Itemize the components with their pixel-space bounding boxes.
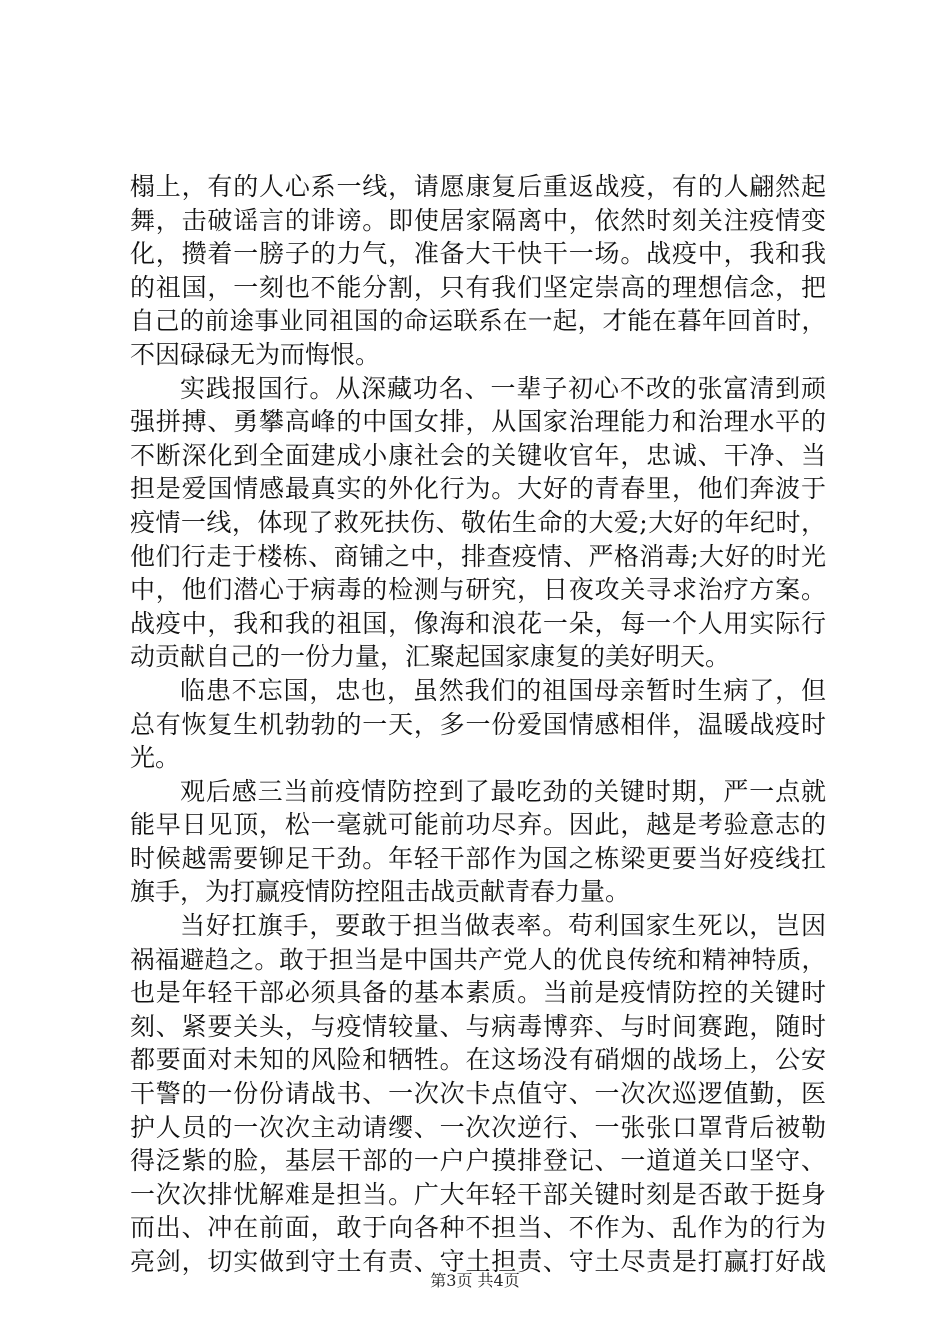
text-line: 护人员的一次次主动请缨、一次次逆行、一张张口罩背后被勒 [130, 1112, 826, 1142]
text-line: 化，攒着一膀子的力气，准备大干快干一场。战疫中，我和我 [130, 239, 826, 269]
text-line: 都要面对未知的风险和牺牲。在这场没有硝烟的战场上，公安 [130, 1045, 826, 1075]
text-line: 舞，击破谣言的诽谤。即使居家隔离中，依然时刻关注疫情变 [130, 205, 826, 235]
text-line: 强拼搏、勇攀高峰的中国女排，从国家治理能力和治理水平的 [130, 407, 826, 437]
text-line: 时候越需要铆足干劲。年轻干部作为国之栋梁更要当好疫线扛 [130, 843, 826, 873]
text-line: 不断深化到全面建成小康社会的关键收官年，忠诚、干净、当 [130, 440, 826, 470]
text-line: 临患不忘国，忠也，虽然我们的祖国母亲暂时生病了，但 [180, 675, 826, 705]
text-line: 自己的前途事业同祖国的命运联系在一起，才能在暮年回首时， [130, 306, 826, 336]
text-line: 不因碌碌无为而悔恨。 [130, 339, 381, 369]
text-line: 中，他们潜心于病毒的检测与研究，日夜攻关寻求治疗方案。 [130, 575, 826, 605]
text-line: 刻、紧要关头，与疫情较量、与病毒博弈、与时间赛跑，随时 [130, 1011, 826, 1041]
text-line: 干警的一份份请战书、一次次卡点值守、一次次巡逻值勤，医 [130, 1079, 826, 1109]
text-line: 实践报国行。从深藏功名、一辈子初心不改的张富清到顽 [180, 373, 826, 403]
text-line: 旗手，为打赢疫情防控阻击战贡献青春力量。 [130, 877, 631, 907]
text-line: 亮剑，切实做到守土有责、守土担责、守土尽责是打赢打好战 [130, 1247, 826, 1276]
text-line: 能早日见顶，松一毫就可能前功尽弃。因此，越是考验意志的 [130, 810, 826, 840]
text-line: 观后感三当前疫情防控到了最吃劲的关键时期，严一点就 [180, 776, 826, 806]
text-line: 当好扛旗手，要敢于担当做表率。苟利国家生死以，岂因 [180, 911, 826, 941]
text-line: 疫情一线，体现了救死扶伤、敬佑生命的大爱;大好的年纪时， [130, 507, 826, 537]
text-line: 光。 [130, 743, 181, 773]
document-body [130, 170, 826, 1279]
text-line: 的祖国，一刻也不能分割，只有我们坚定崇高的理想信念，把 [130, 272, 826, 302]
text-line: 榻上，有的人心系一线，请愿康复后重返战疫，有的人翩然起 [130, 172, 826, 201]
text-line: 总有恢复生机勃勃的一天，多一份爱国情感相伴，温暖战疫时 [130, 709, 826, 739]
text-line: 祸福避趋之。敢于担当是中国共产党人的优良传统和精神特质， [130, 944, 826, 974]
page-number-footer: 第3页 共4页 [430, 1271, 520, 1290]
text-line: 一次次排忧解难是担当。广大年轻干部关键时刻是否敢于挺身 [130, 1179, 826, 1209]
text-line: 担是爱国情感最真实的外化行为。大好的青春里，他们奔波于 [130, 474, 826, 504]
text-line: 战疫中，我和我的祖国，像海和浪花一朵，每一个人用实际行 [130, 608, 826, 638]
text-line: 动贡献自己的一份力量，汇聚起国家康复的美好明天。 [130, 642, 731, 672]
text-line: 得泛紫的脸，基层干部的一户户摸排登记、一道道关口坚守、 [130, 1146, 826, 1176]
text-line: 也是年轻干部必须具备的基本素质。当前是疫情防控的关键时 [130, 978, 826, 1008]
text-line: 他们行走于楼栋、商铺之中，排查疫情、严格消毒;大好的时光 [130, 541, 826, 571]
text-line: 而出、冲在前面，敢于向各种不担当、不作为、乱作为的行为 [130, 1213, 826, 1243]
